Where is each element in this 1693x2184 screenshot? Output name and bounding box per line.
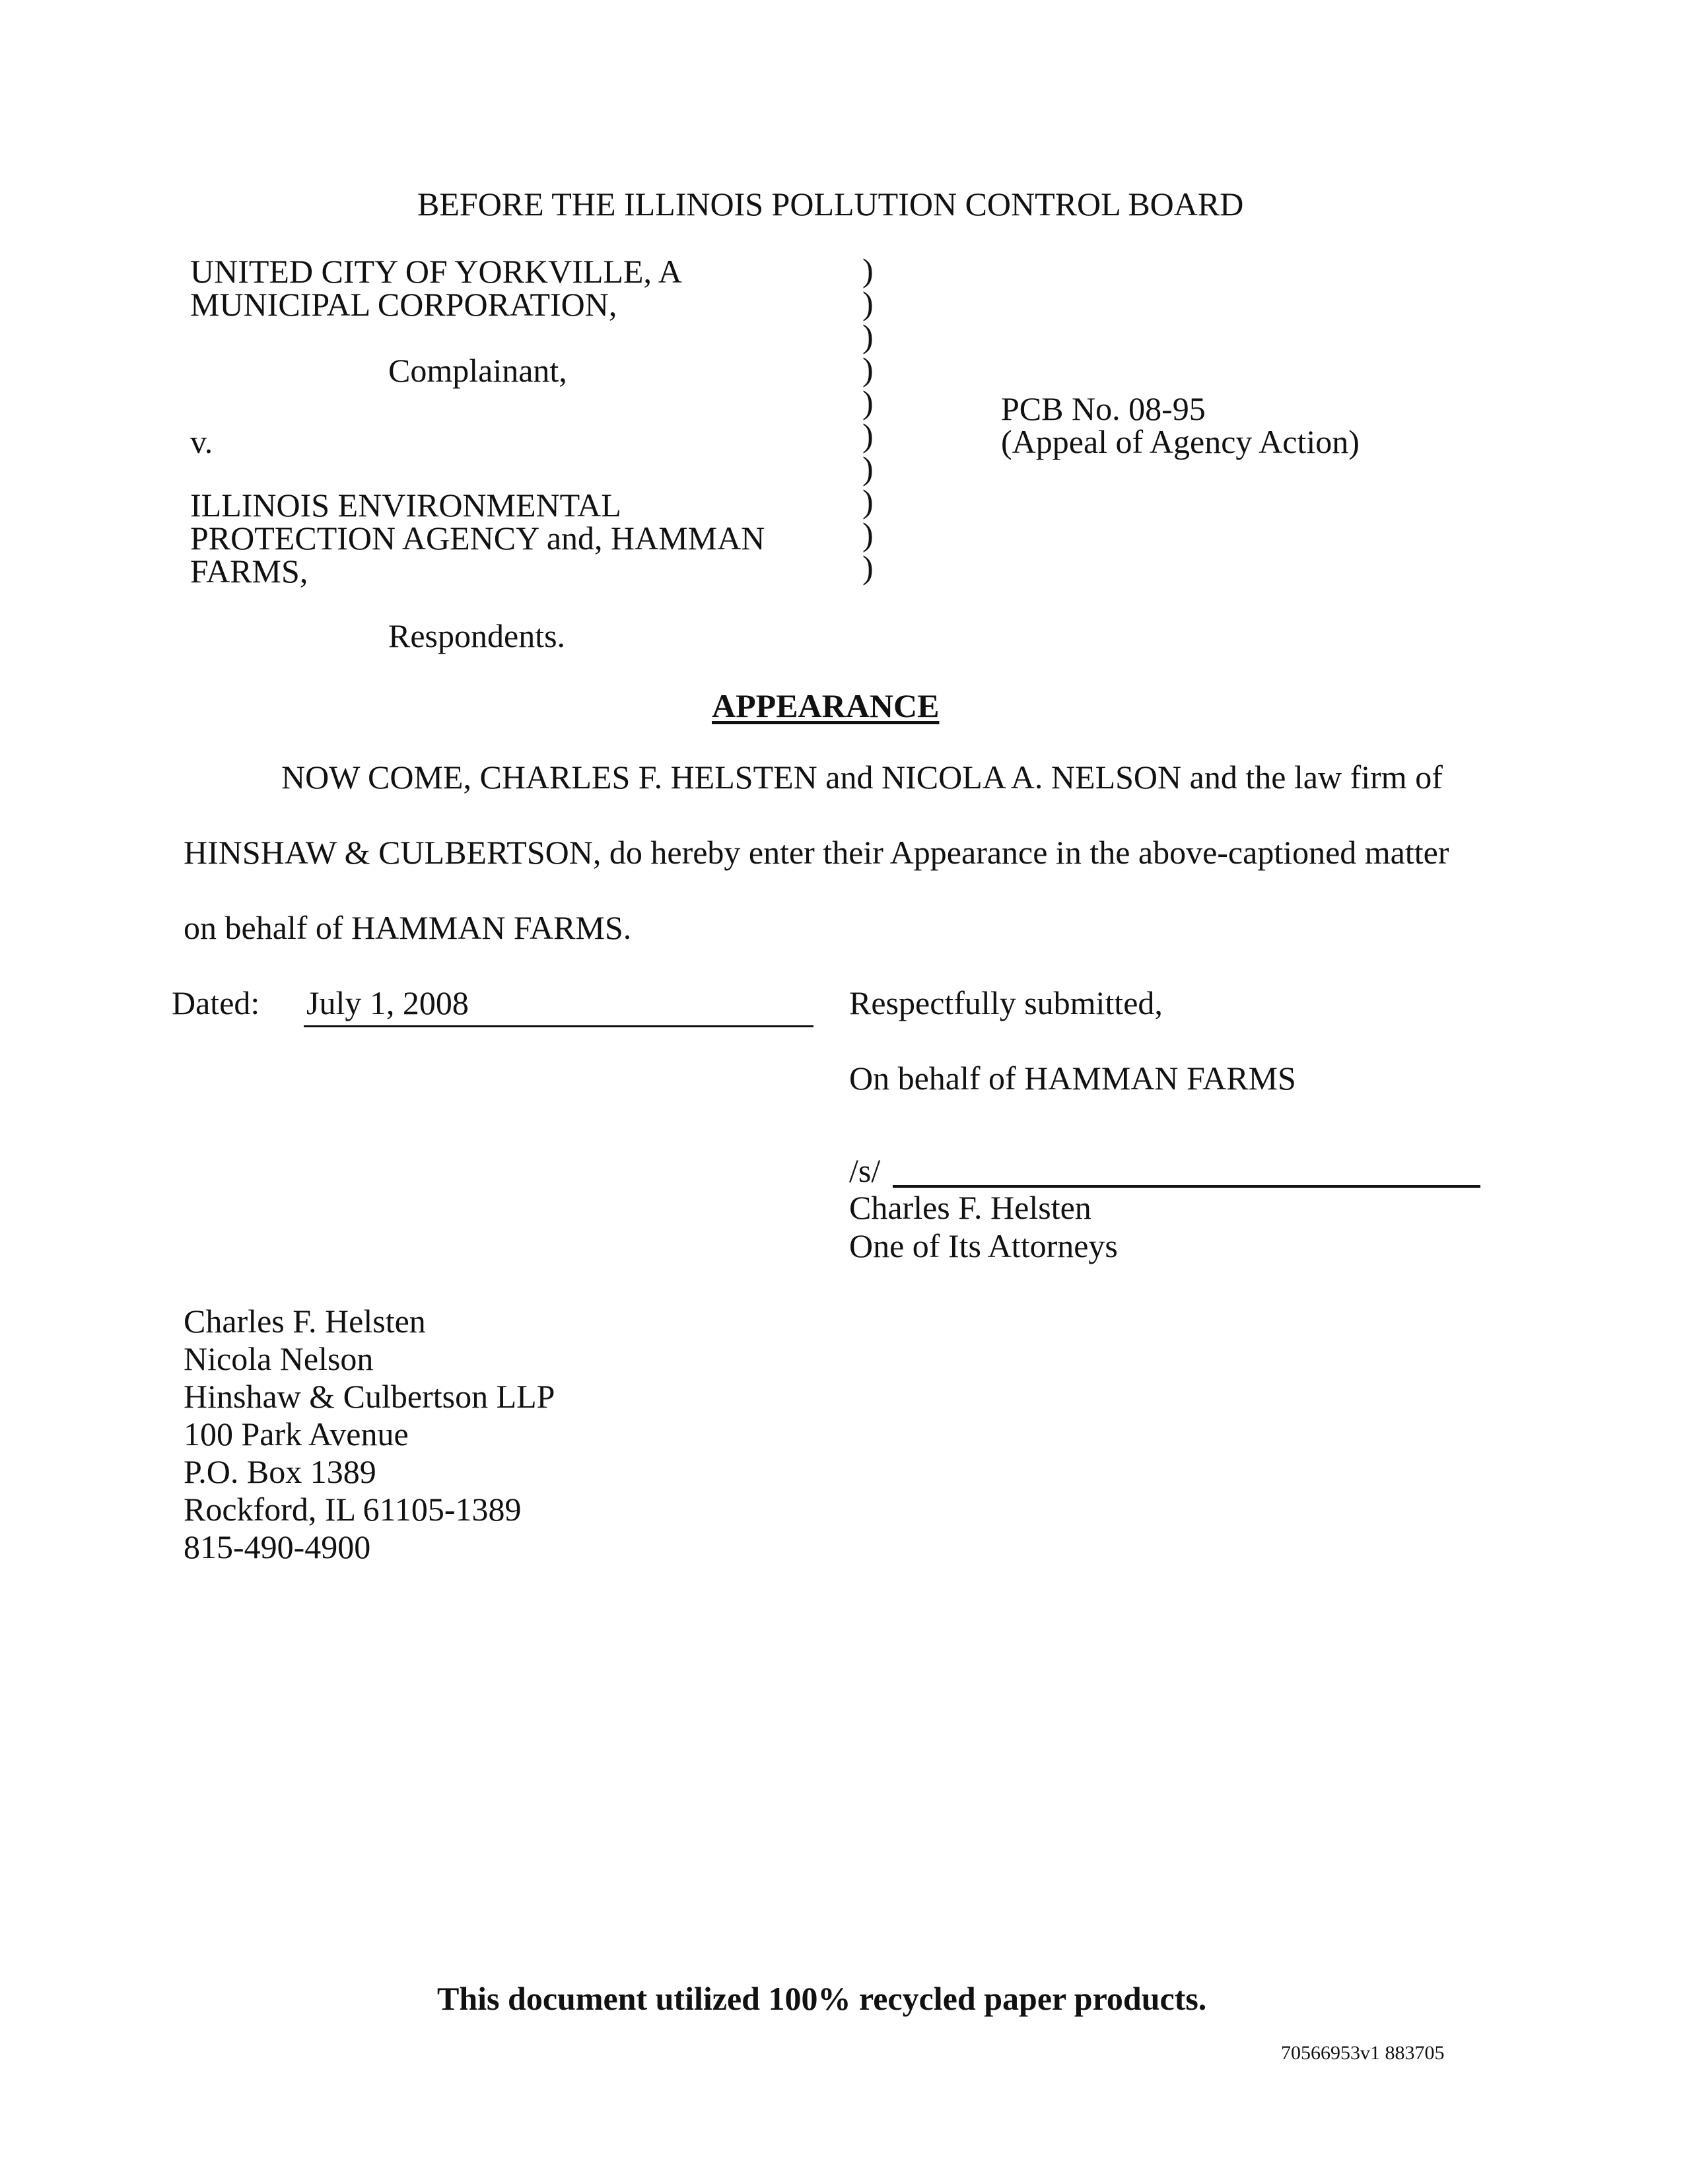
address-line: Rockford, IL 61105-1389 (184, 1491, 522, 1528)
caption-paren: ) (862, 549, 874, 586)
body-line-1: NOW COME, CHARLES F. HELSTEN and NICOLA A. NELSON and the law firm of (281, 759, 1443, 796)
signer-role: One of Its Attorneys (849, 1227, 1118, 1264)
address-line: Nicola Nelson (184, 1340, 374, 1377)
body-line-3: on behalf of HAMMAN FARMS. (184, 909, 632, 946)
dated-underline (304, 1025, 813, 1027)
complainant-role: Complainant, (388, 352, 567, 389)
court-heading: BEFORE THE ILLINOIS POLLUTION CONTROL BOARD (417, 186, 1244, 222)
document-id: 70566953v1 883705 (1281, 2042, 1445, 2064)
address-line: Hinshaw & Culbertson LLP (184, 1378, 555, 1415)
caption-paren: ) (862, 351, 874, 388)
caption-paren: ) (862, 384, 874, 421)
caption-paren: ) (862, 318, 874, 355)
address-line: 100 Park Avenue (184, 1416, 409, 1452)
respondent-name-line-1: ILLINOIS ENVIRONMENTAL (190, 487, 621, 524)
complainant-name-line-2: MUNICIPAL CORPORATION, (190, 286, 617, 323)
caption-paren: ) (862, 252, 874, 289)
case-description: (Appeal of Agency Action) (1001, 423, 1360, 460)
caption-paren: ) (862, 285, 874, 322)
recycled-paper-note: This document utilized 100% recycled paper products. (437, 1980, 1207, 2017)
versus-label: v. (190, 423, 213, 460)
address-block (184, 1302, 555, 1565)
dated-value: July 1, 2008 (306, 984, 469, 1021)
body-line-2: HINSHAW & CULBERTSON, do hereby enter their Appearance in the above-captioned matter (184, 834, 1449, 871)
respondent-name-line-2: PROTECTION AGENCY and, HAMMAN (190, 520, 765, 557)
signature-mark: /s/ (849, 1152, 881, 1189)
respondent-role: Respondents. (388, 617, 566, 654)
document-title: APPEARANCE (712, 687, 940, 724)
signature-line (893, 1185, 1480, 1188)
caption-paren: ) (862, 516, 874, 553)
dated-label: Dated: (172, 984, 260, 1021)
on-behalf-of: On behalf of HAMMAN FARMS (849, 1060, 1296, 1097)
caption-paren: ) (862, 483, 874, 520)
respectfully-submitted: Respectfully submitted, (849, 984, 1163, 1021)
address-line: Charles F. Helsten (184, 1303, 426, 1340)
case-number: PCB No. 08-95 (1001, 390, 1206, 427)
caption-paren: ) (862, 450, 874, 487)
caption-parenthesis-column (862, 254, 874, 584)
address-line: P.O. Box 1389 (184, 1453, 376, 1490)
complainant-name-line-1: UNITED CITY OF YORKVILLE, A (190, 253, 682, 290)
caption-paren: ) (862, 417, 874, 454)
respondent-name-line-3: FARMS, (190, 553, 308, 590)
signer-name: Charles F. Helsten (849, 1189, 1091, 1226)
address-line: 815-490-4900 (184, 1528, 371, 1565)
